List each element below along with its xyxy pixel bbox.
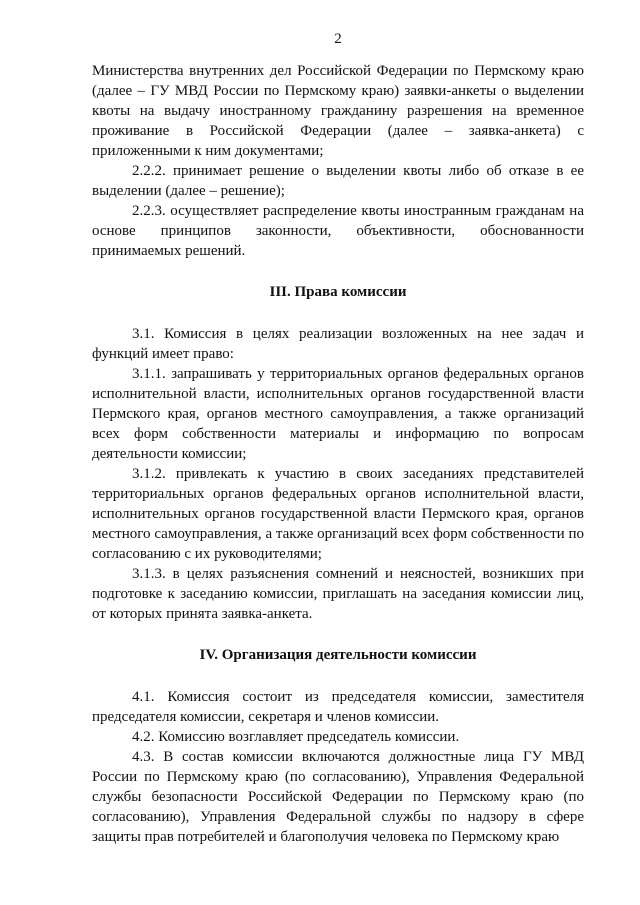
document-page xyxy=(92,0,584,905)
section-heading-organization: IV. Организация деятельности комиссии xyxy=(199,647,477,663)
paragraph-2-2-1-continuation: Министерства внутренних дел Российской Федерации по Пермскому краю (далее – ГУ МВД России по Пермскому краю) заявки-анкеты о выделении квоты на выдачу иностранному гражданину разрешения на временное проживание в Российской Федерации (далее – заявка-анкета) с приложенными к ним документами; xyxy=(92,63,584,159)
page-number: 2 xyxy=(334,31,342,47)
section-heading-rights: III. Права комиссии xyxy=(269,284,407,300)
paragraph-4-2: 4.2. Комиссию возглавляет председатель комиссии. xyxy=(132,729,460,745)
paragraph-3-1-1: 3.1.1. запрашивать у территориальных органов федеральных органов исполнительной власти, исполнительных органов государственной власти Пермского края, органов местного самоуправления, а также организаций всех форм собственности материалы и информацию по вопросам деятельности комиссии; xyxy=(92,366,584,462)
paragraph-2-2-3: 2.2.3. осуществляет распределение квоты иностранным гражданам на основе принципов законности, объективности, обоснованности принимаемых решений. xyxy=(92,203,584,259)
paragraph-4-3: 4.3. В состав комиссии включаются должностные лица ГУ МВД России по Пермскому краю (по согласованию), Управления Федеральной службы безопасности Российской Федерации по Пермскому краю (по согласованию), Управления Федеральной службы по надзору в сфере защиты прав потребителей и благополучия человека по Пермскому краю xyxy=(92,749,584,845)
document-body xyxy=(92,61,584,847)
paragraph-3-1-2: 3.1.2. привлекать к участию в своих заседаниях представителей территориальных органов федеральных органов исполнительной власти, исполнительных органов государственной власти Пермского края, органов местного самоуправления, а также организаций всех форм собственности по согласованию с их руководителями; xyxy=(92,466,584,562)
paragraph-4-1: 4.1. Комиссия состоит из председателя комиссии, заместителя председателя комиссии, секретаря и членов комиссии. xyxy=(92,689,584,725)
paragraph-3-1: 3.1. Комиссия в целях реализации возложенных на нее задач и функций имеет право: xyxy=(92,326,584,362)
paragraph-2-2-2: 2.2.2. принимает решение о выделении квоты либо об отказе в ее выделении (далее – решение); xyxy=(92,163,584,199)
paragraph-3-1-3: 3.1.3. в целях разъяснения сомнений и неясностей, возникших при подготовке к заседанию комиссии, приглашать на заседания комиссии лиц, от которых принята заявка-анкета. xyxy=(92,566,584,622)
